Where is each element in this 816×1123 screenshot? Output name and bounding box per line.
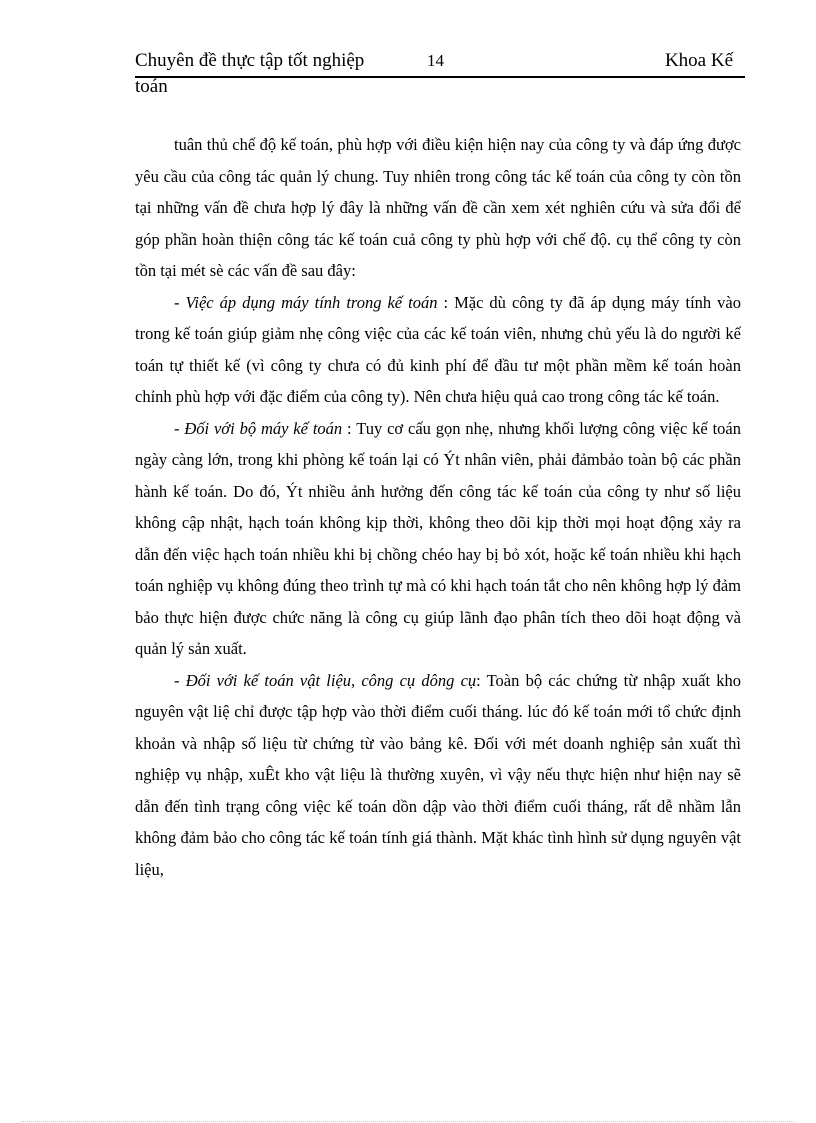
paragraph-lead: - Đối với bộ máy kế toán [174, 418, 343, 438]
paragraph-materials-accounting [135, 665, 741, 886]
document-body [135, 129, 741, 885]
paragraph-text: : Tuy cơ cấu gọn nhẹ, nhưng khối lượng công việc kế toán ngày càng lớn, trong khi phòng kế toán lại có Ýt nhân viên, phải đảmbảo toàn bộ các phần hành kế toán. Do đó, Ýt nhiều ảnh hưởng đến công tác kế toán của công ty như số liệu không cập nhật, hạch toán không kịp thời, không theo dõi kịp thời mọi hoạt động xảy ra dẫn đến việc hạch toán nhiều khi bị chồng chéo hay bị bỏ xót, hoặc kế toán nhiều khi hạch toán nghiệp vụ không đúng theo trình tự mà có khi hạch toán tắt cho nên không hợp lý đảm bảo thực hiện được chức năng là công cụ giúp lãnh đạo phân tích theo dõi hoạt động và quản lý sản xuất. [135, 418, 741, 658]
page-number: 14 [427, 51, 444, 70]
paragraph-intro: tuân thủ chế độ kế toán, phù hợp với điều kiện hiện nay của công ty và đáp ứng được yêu cầu của công tác quản lý chung. Tuy nhiên trong công tác kế toán của công ty còn tồn tại những vấn đề chưa hợp lý đây là những vấn đề cần xem xét nghiên cứu và sửa đổi để góp phần hoàn thiện công tác kế toán cuả công ty phù hợp với chế độ. cụ thể công ty còn tồn tại mét sè các vấn đề sau đây: [135, 135, 741, 280]
page-header [135, 50, 745, 78]
page-bottom-divider [22, 1121, 794, 1122]
header-department: Khoa Kế [664, 50, 733, 71]
paragraph-text: : Mặc dù công ty đã áp dụng máy tính vào trong kế toán giúp giảm nhẹ công việc của các kế toán viên, nhưng chủ yếu là do người kế toán tự thiết kế (vì công ty chưa có đủ kinh phí để đầu tư một phần mềm kế toán hoàn chỉnh phù hợp với đặc điểm của công ty). Nên chưa hiệu quả cao trong công tác kế toán. [135, 292, 741, 406]
paragraph-accounting-apparatus [135, 413, 741, 665]
paragraph-lead: - Việc áp dụng máy tính trong kế toán [174, 292, 438, 312]
paragraph-text: : Toàn bộ các chứng từ nhập xuất kho nguyên vật liệ chỉ được tập hợp vào thời điểm cuối tháng. lúc đó kế toán mới tổ chức định khoản và nhập số liệu từ chứng từ vào bảng kê. Đối với mét doanh nghiệp sản xuất thì nghiệp vụ nhập, xuÊt kho vật liệu là thường xuyên, vì vậy nếu thực hiện như hiện nay sẽ dẫn đến tình trạng công việc kế toán dồn dập vào thời điểm cuối tháng, rất dễ nhầm lẫn không đảm bảo cho công tác kế toán tính giá thành. Mặt khác tình hình sử dụng nguyên vật liệu, [135, 670, 741, 879]
header-department-continued: toán [135, 76, 168, 97]
header-title: Chuyên đề thực tập tốt nghiệp [135, 50, 365, 71]
paragraph-computer-use [135, 287, 741, 413]
paragraph-lead: - Đối với kế toán vật liệu, công cụ dông cụ [174, 670, 477, 690]
